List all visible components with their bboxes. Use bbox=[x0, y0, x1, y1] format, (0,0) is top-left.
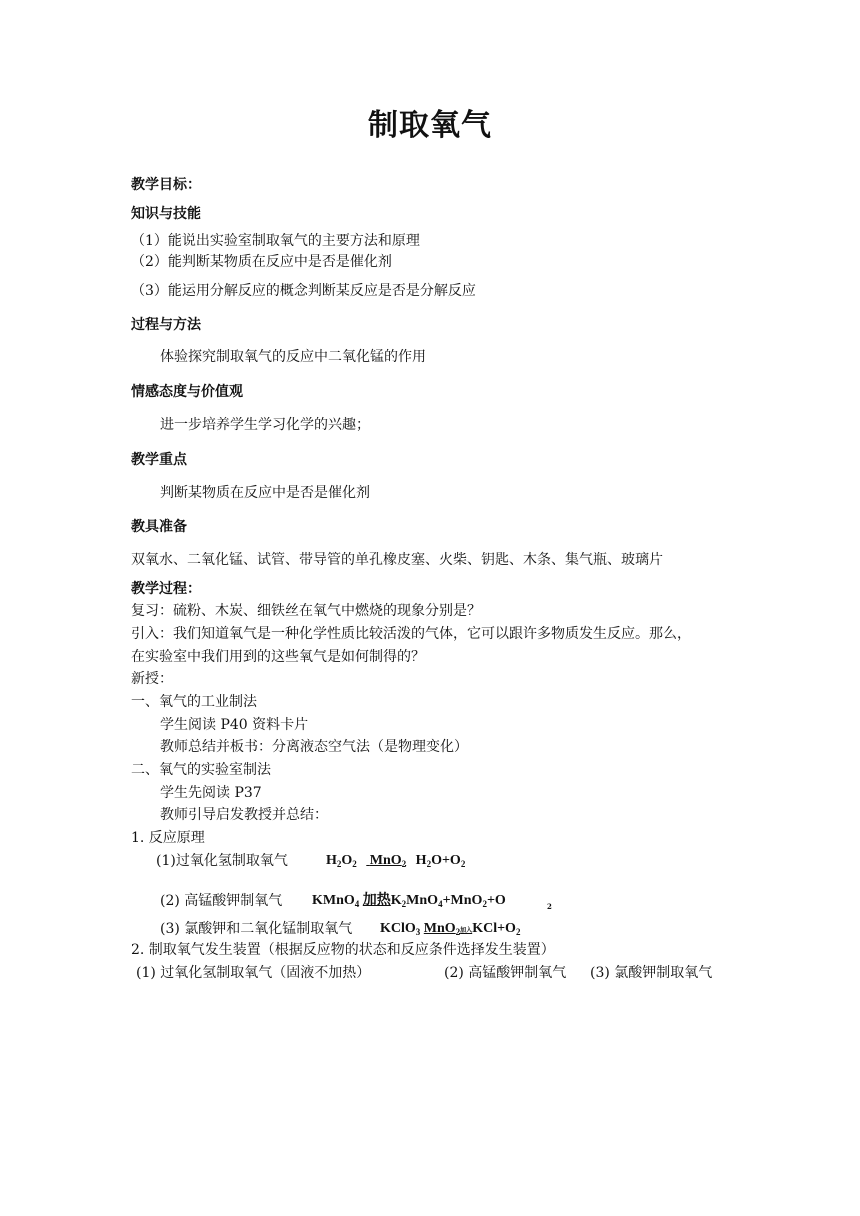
new-lesson-label: 新授： bbox=[131, 671, 173, 687]
review-text: 复习：硫粉、木炭、细铁丝在氧气中燃烧的现象分别是？ bbox=[131, 603, 481, 619]
part1-item-b: 教师总结并板书：分离液态空气法（是物理变化） bbox=[160, 739, 468, 755]
process-method-text: 体验探究制取氧气的反应中二氧化锰的作用 bbox=[160, 349, 426, 365]
part1-heading: 一、氧气的工业制法 bbox=[131, 694, 257, 710]
device-2-label: (2) 高锰酸钾制氧气 bbox=[444, 965, 567, 981]
knowledge-heading: 知识与技能 bbox=[131, 206, 201, 222]
reaction2-label: (2) 高锰酸钾制氧气 bbox=[160, 893, 283, 909]
part2-item-a: 学生先阅读 P37 bbox=[160, 785, 262, 801]
reaction2-equation: KMnO$_4$ 加热$K_2MnO_4+MnO_2+O$ bbox=[312, 893, 506, 909]
reaction3-label: (3) 氯酸钾和二氧化锰制取氧气 bbox=[160, 921, 353, 937]
intro-line-1: 引入：我们知道氧气是一种化学性质比较活泼的气体，它可以跟许多物质发生反应。那么， bbox=[131, 626, 691, 642]
key-point-heading: 教学重点 bbox=[131, 452, 187, 468]
reaction1-equation: $H_2O_2$ MnO$_2$ $H_2O+O_2$ bbox=[326, 853, 466, 869]
reaction2-trailing-subscript: 2 bbox=[547, 902, 552, 911]
reaction3-equation: KClO$_3$ MnO$_2$加入$KCl+O_2$ bbox=[380, 921, 521, 937]
part2-item-b: 教师引导启发教授并总结： bbox=[160, 807, 328, 823]
reaction-principle-item: 1. 反应原理 bbox=[131, 830, 205, 846]
knowledge-item-2: （2）能判断某物质在反应中是否是催化剂 bbox=[131, 254, 392, 270]
process-method-heading: 过程与方法 bbox=[131, 317, 201, 333]
document-title: 制取氧气 bbox=[368, 108, 492, 143]
knowledge-item-3: （3）能运用分解反应的概念判断某反应是否是分解反应 bbox=[131, 283, 476, 299]
emotion-text: 进一步培养学生学习化学的兴趣； bbox=[160, 417, 370, 433]
reaction1-label: (1)过氧化氢制取氧气 bbox=[156, 853, 288, 869]
teaching-process-heading: 教学过程： bbox=[131, 581, 201, 597]
part2-heading: 二、氧气的实验室制法 bbox=[131, 762, 271, 778]
materials-heading: 教具准备 bbox=[131, 519, 187, 535]
part1-item-a: 学生阅读 P40 资料卡片 bbox=[160, 717, 309, 733]
device-3-label: (3) 氯酸钾制取氧气 bbox=[590, 965, 713, 981]
device-1-label: (1) 过氧化氢制取氧气（固液不加热） bbox=[136, 965, 371, 981]
key-point-text: 判断某物质在反应中是否是催化剂 bbox=[160, 485, 370, 501]
materials-text: 双氧水、二氧化锰、试管、带导管的单孔橡皮塞、火柴、钥匙、木条、集气瓶、玻璃片 bbox=[131, 552, 663, 568]
generator-device-item: 2. 制取氧气发生装置（根据反应物的状态和反应条件选择发生装置） bbox=[131, 942, 555, 958]
emotion-heading: 情感态度与价值观 bbox=[131, 384, 243, 400]
knowledge-item-1: （1）能说出实验室制取氧气的主要方法和原理 bbox=[131, 233, 420, 249]
intro-line-2: 在实验室中我们用到的这些氧气是如何制得的？ bbox=[131, 649, 425, 665]
objectives-heading: 教学目标： bbox=[131, 177, 201, 193]
